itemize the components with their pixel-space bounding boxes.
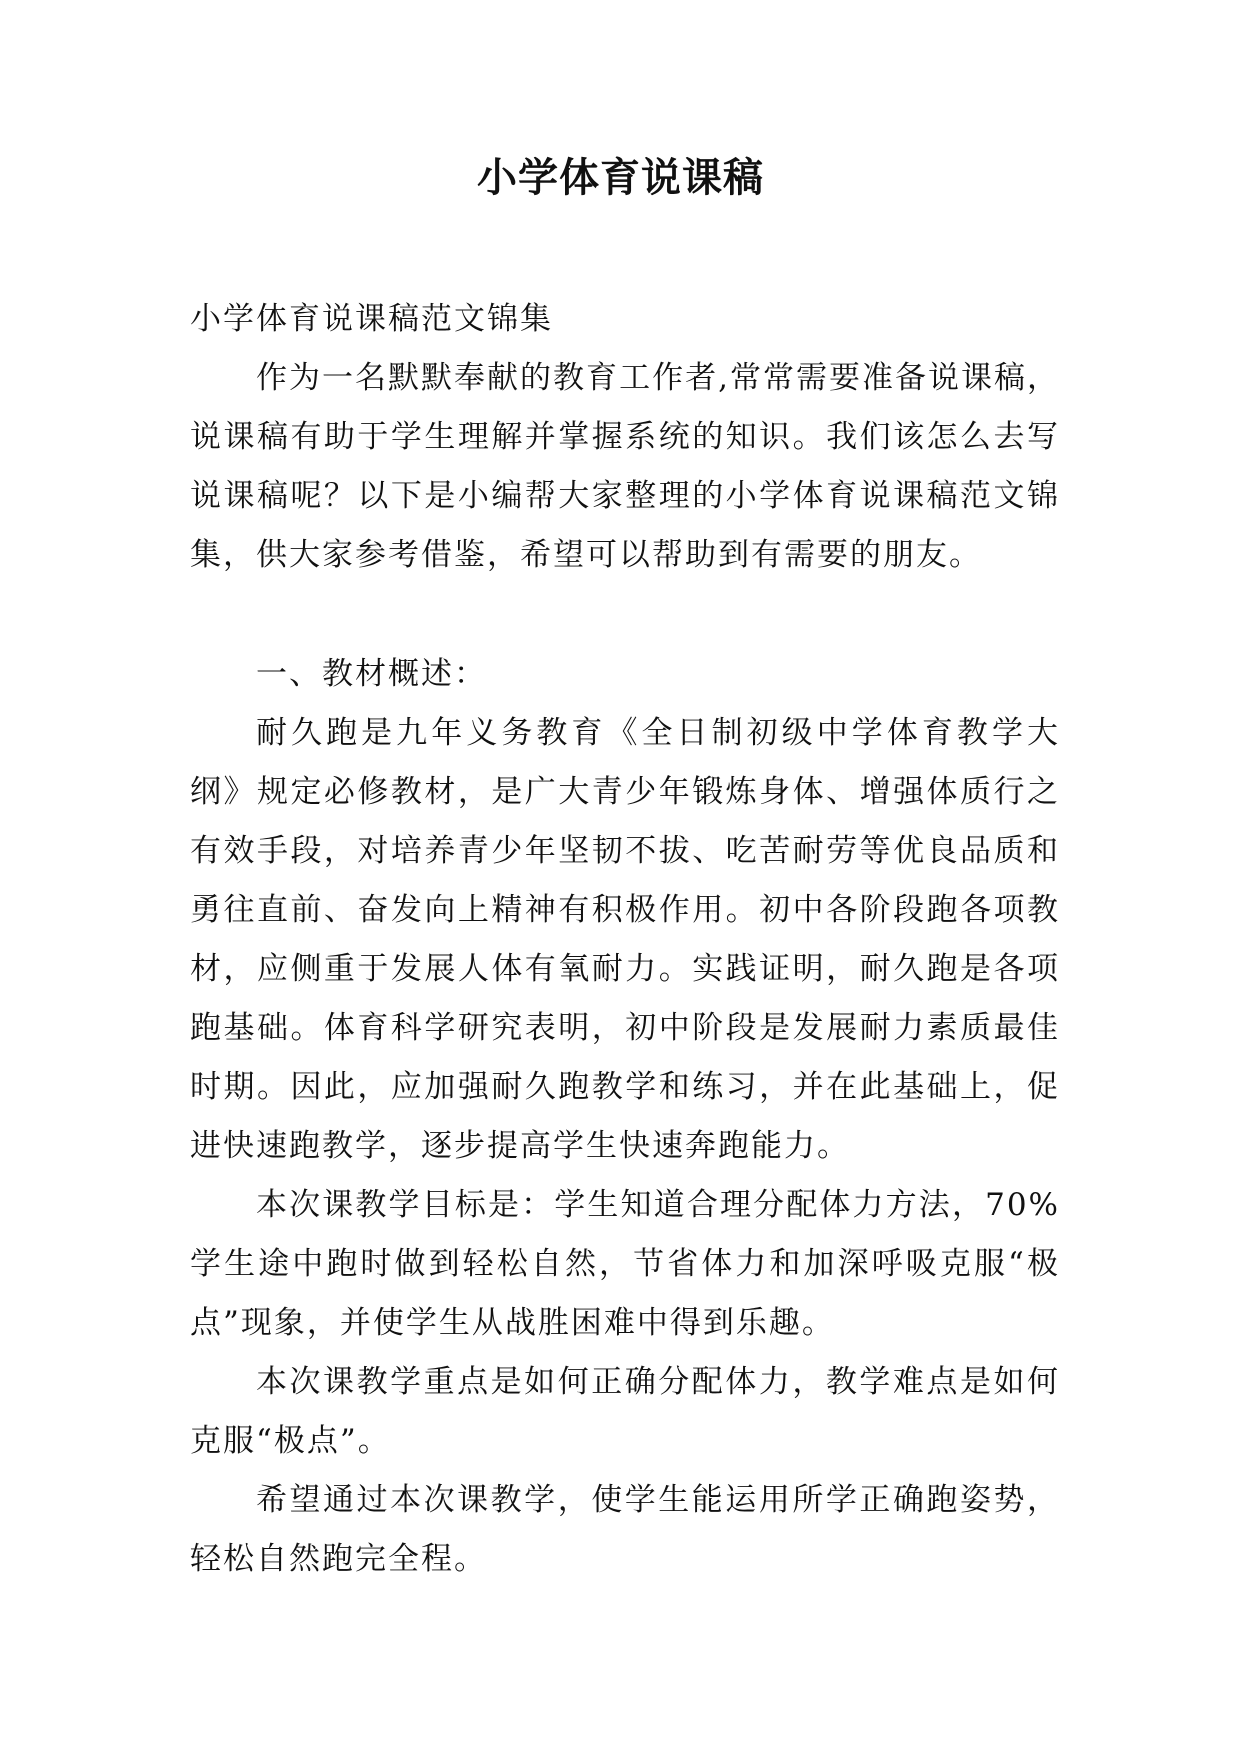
document-body	[190, 290, 1060, 1589]
document-title: 小学体育说课稿	[477, 155, 764, 201]
paragraph-teaching-goal: 本次课教学目标是：学生知道合理分配体力方法，70%学生途中跑时做到轻松自然，节省体力和加深呼吸克服“极点”现象，并使学生从战胜困难中得到乐趣。	[190, 1187, 1060, 1341]
paragraph-intro: 作为一名默默奉献的教育工作者,常常需要准备说课稿，说课稿有助于学生理解并掌握系统的知识。我们该怎么去写说课稿呢？以下是小编帮大家整理的小学体育说课稿范文锦集，供大家参考借鉴，希望可以帮助到有需要的朋友。	[190, 360, 1060, 573]
paragraph-key-points: 本次课教学重点是如何正确分配体力，教学难点是如何克服“极点”。	[190, 1364, 1060, 1459]
section-heading-textbook-overview: 一、教材概述：	[256, 656, 487, 692]
document-subtitle: 小学体育说课稿范文锦集	[190, 301, 553, 337]
paragraph-endurance-run: 耐久跑是九年义务教育《全日制初级中学体育教学大纲》规定必修教材，是广大青少年锻炼身体、增强体质行之有效手段，对培养青少年坚韧不拔、吃苦耐劳等优良品质和勇往直前、奋发向上精神有积极作用。初中各阶段跑各项教材，应侧重于发展人体有氧耐力。实践证明，耐久跑是各项跑基础。体育科学研究表明，初中阶段是发展耐力素质最佳时期。因此，应加强耐久跑教学和练习，并在此基础上，促进快速跑教学，逐步提高学生快速奔跑能力。	[190, 715, 1060, 1164]
paragraph-hope: 希望通过本次课教学，使学生能运用所学正确跑姿势，轻松自然跑完全程。	[190, 1482, 1060, 1577]
